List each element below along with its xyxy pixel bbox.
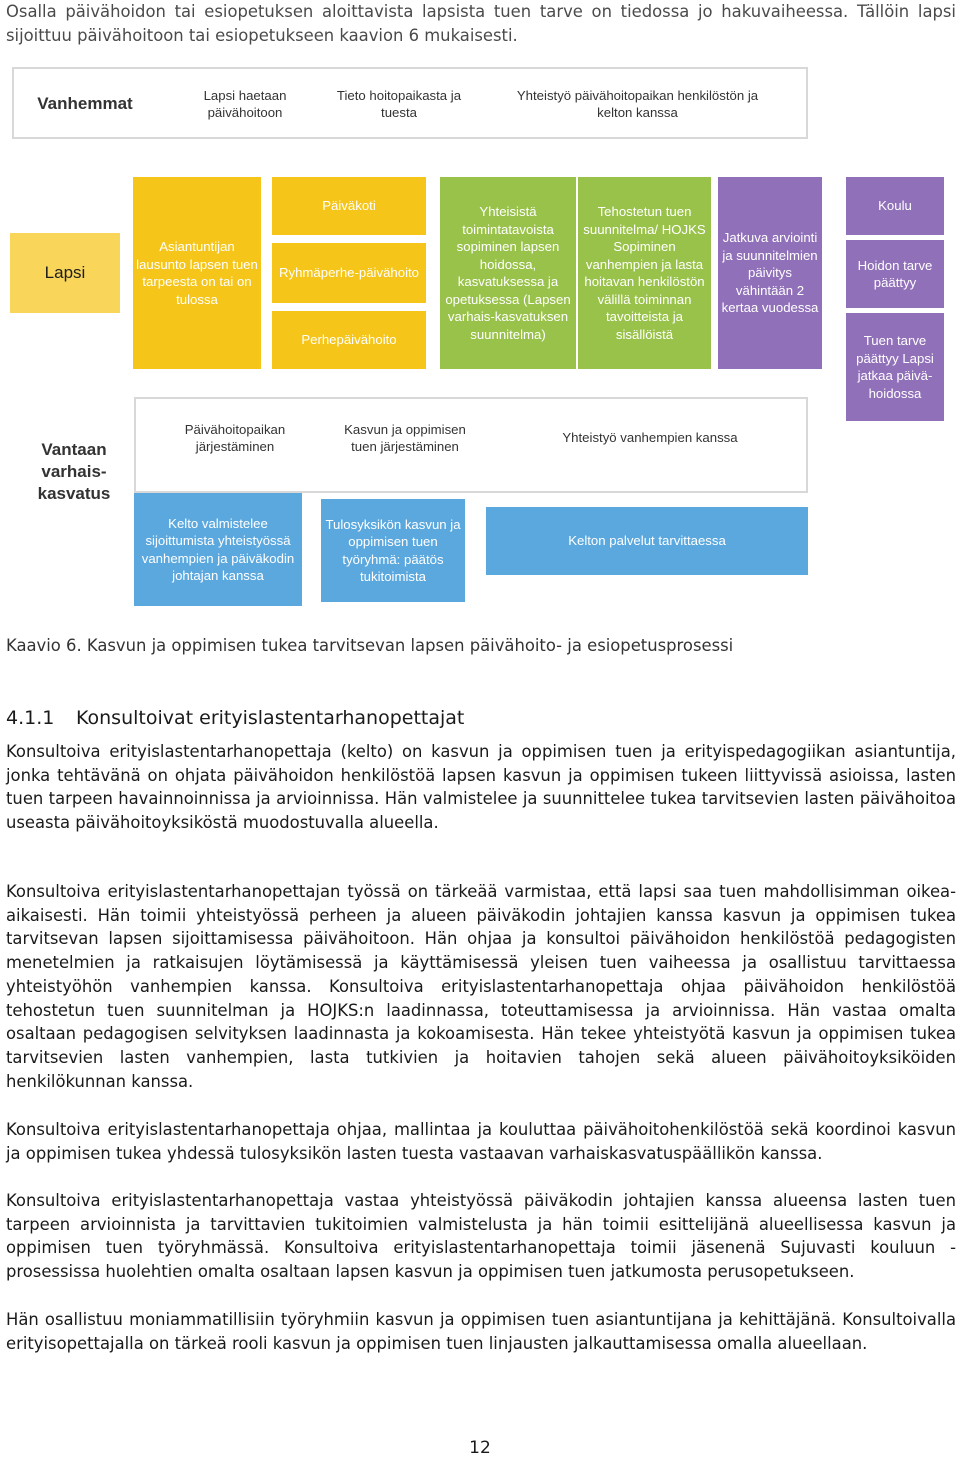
body-paragraph-4: Konsultoiva erityislastentarhanopettaja vastaa yhteistyössä päiväkodin johtajien kanssa alueensa lasten tuen tarpeen arvioinnista ja tarvittavien tukitoimien valmistelusta ja hän toimii esittelijänä alueellisessa kasvun ja oppimisen tuen työryhmässä. Konsultoiva erityislastentarhanopettaja toimii jäsenenä Sujuvasti kouluun -prosessissa huolehtien omalta osaltaan lapsen kasvun ja oppimisen tuen jatkumosta perusopetukseen.: [6, 1191, 956, 1282]
section-number: 4.1.1: [6, 707, 55, 729]
child-title: Lapsi: [10, 233, 120, 313]
body-paragraph-5: Hän osallistuu moniammatillisiin työryhmiin kasvun ja oppimisen tuen asiantuntijana ja kehittäjänä. Konsultoivalla erityisopettajalla on tärkeä rooli kasvun ja oppimisen tuen linjausten jalkauttamisessa omalla alueellaan.: [6, 1310, 956, 1353]
vantaa-kelto-prepares: Kelto valmistelee sijoittumista yhteistyössä vanhempien ja päiväkodin johtajan kanssa: [134, 493, 302, 606]
body-paragraph-2: Konsultoiva erityislastentarhanopettajan työssä on tärkeää varmistaa, että lapsi saa tuen mahdollisimman oikea-aikaisesti. Hän toimii yhteistyössä perheen ja alueen päiväkodin johtajien kanssa kasvun ja oppimisen tukea tarvitsevan lapsen sijoittamisessa päivähoitoon. Hän ohjaa ja konsultoi päivähoidon henkilöstöä pedagogisten menetelmien ja ratkaisujen löytämisessä ja käyttämisessä yleisen tuen vaiheessa ja osallistuu tarvittaessa yhteistyöhön vanhempien kanssa. Konsultoiva erityislastentarhanopettaja ohjaa päivähoidon henkilöstöä tehostetun tuen suunnitelman ja HOJKS:n laadinnassa, toteuttamisessa ja arvioinnissa. Hän vastaa omalta osaltaan pedagogisen selvityksen laadinnasta ja kokoamisesta. Hän tekee yhteistyötä kasvun ja oppimisen tukea tarvitsevien lasten vanhempien, lasta tutkivien ja hoitavien tahojen sekä alueen päivähoitoyksiköiden henkilökunnan kanssa.: [6, 882, 956, 1091]
vantaa-organizing: Päivähoitopaikan järjestäminen: [184, 421, 286, 454]
vantaa-kelto-services: Kelton palvelut tarvittaessa: [486, 507, 808, 575]
parents-cooperation: Yhteistyö päivähoitopaikan henkilöstön ja kelton kanssa: [516, 87, 759, 120]
intro-paragraph: Osalla päivähoidon tai esiopetuksen aloittavista lapsista tuen tarve on tiedossa jo hakuvaiheessa. Tällöin lapsi sijoittuu päivähoitoon tai esiopetukseen kaavion 6 mukaisesti.: [6, 2, 956, 45]
child-school: Koulu: [846, 177, 944, 235]
body-paragraph-3: Konsultoiva erityislastentarhanopettaja ohjaa, mallintaa ja kouluttaa päivähoitohenkilöstöä sekä koordinoi kasvun ja oppimisen tukea yhdessä tulosyksikön lasten tuesta vastaavan varhaiskasvatuspäällikön kanssa.: [6, 1120, 956, 1163]
parents-title: Vanhemmat: [37, 94, 133, 113]
child-group-family-daycare: Ryhmäperhe-päivähoito: [272, 243, 426, 303]
child-care-need-ends: Hoidon tarve päättyy: [846, 240, 944, 308]
parents-info: Tieto hoitopaikasta ja tuesta: [336, 87, 462, 120]
child-intensified-support: Tehostetun tuen suunnitelma/ HOJKS Sopiminen vanhempien ja lasta hoitavan henkilöstön välillä toiminnan tavoitteista ja sisällöistä: [576, 177, 711, 369]
child-support-need-ends: Tuen tarve päättyy Lapsi jatkaa päivä-hoidossa: [846, 313, 944, 421]
vantaa-result-unit-decision: Tulosyksikön kasvun ja oppimisen tuen työryhmä: päätös tukitoimista: [321, 499, 465, 602]
section-heading: [6, 707, 464, 729]
diagram-caption: Kaavio 6. Kasvun ja oppimisen tukea tarvitsevan lapsen päivähoito- ja esiopetusprosessi: [6, 636, 734, 655]
section-title: Konsultoivat erityislastentarhanopettajat: [76, 707, 465, 729]
parents-apply: Lapsi haetaan päivähoitoon: [203, 87, 287, 120]
child-family-daycare: Perhepäivähoito: [272, 311, 426, 369]
child-agreement: Yhteisistä toimintatavoista sopiminen lapsen hoidossa, kasvatuksessa ja opetuksessa (Lapsen varhais-kasvatuksen suunnitelma): [440, 177, 576, 369]
process-diagram: [0, 0, 960, 620]
child-expert-statement: Asiantuntijan lausunto lapsen tuen tarpeesta on tai on tulossa: [133, 177, 261, 369]
vantaa-cooperation-parents: Yhteistyö vanhempien kanssa: [562, 430, 738, 446]
page-number: 12: [469, 1438, 491, 1458]
child-continuous-evaluation: Jatkuva arviointi ja suunnitelmien päivitys vähintään 2 kertaa vuodessa: [718, 177, 822, 369]
vantaa-title: Vantaan varhais-kasvatus: [37, 440, 111, 503]
body-paragraph-1: Konsultoiva erityislastentarhanopettaja (kelto) on kasvun ja oppimisen tuen ja erityispedagogiikan asiantuntija, jonka tehtävänä on ohjata päivähoidon henkilöstöä lapsen kasvun ja oppimisen tukeen liittyvissä asioissa, lasten tuen tarpeen havainnoinnissa ja arvioinnissa. Hän valmistelee ja suunnittelee tukea tarvitsevien lasten päivähoitoa useasta päivähoitoyksiköstä muodostuvalla alueella.: [6, 742, 956, 833]
vantaa-support-organizing: Kasvun ja oppimisen tuen järjestäminen: [344, 421, 466, 454]
child-daycare: Päiväkoti: [272, 177, 426, 235]
